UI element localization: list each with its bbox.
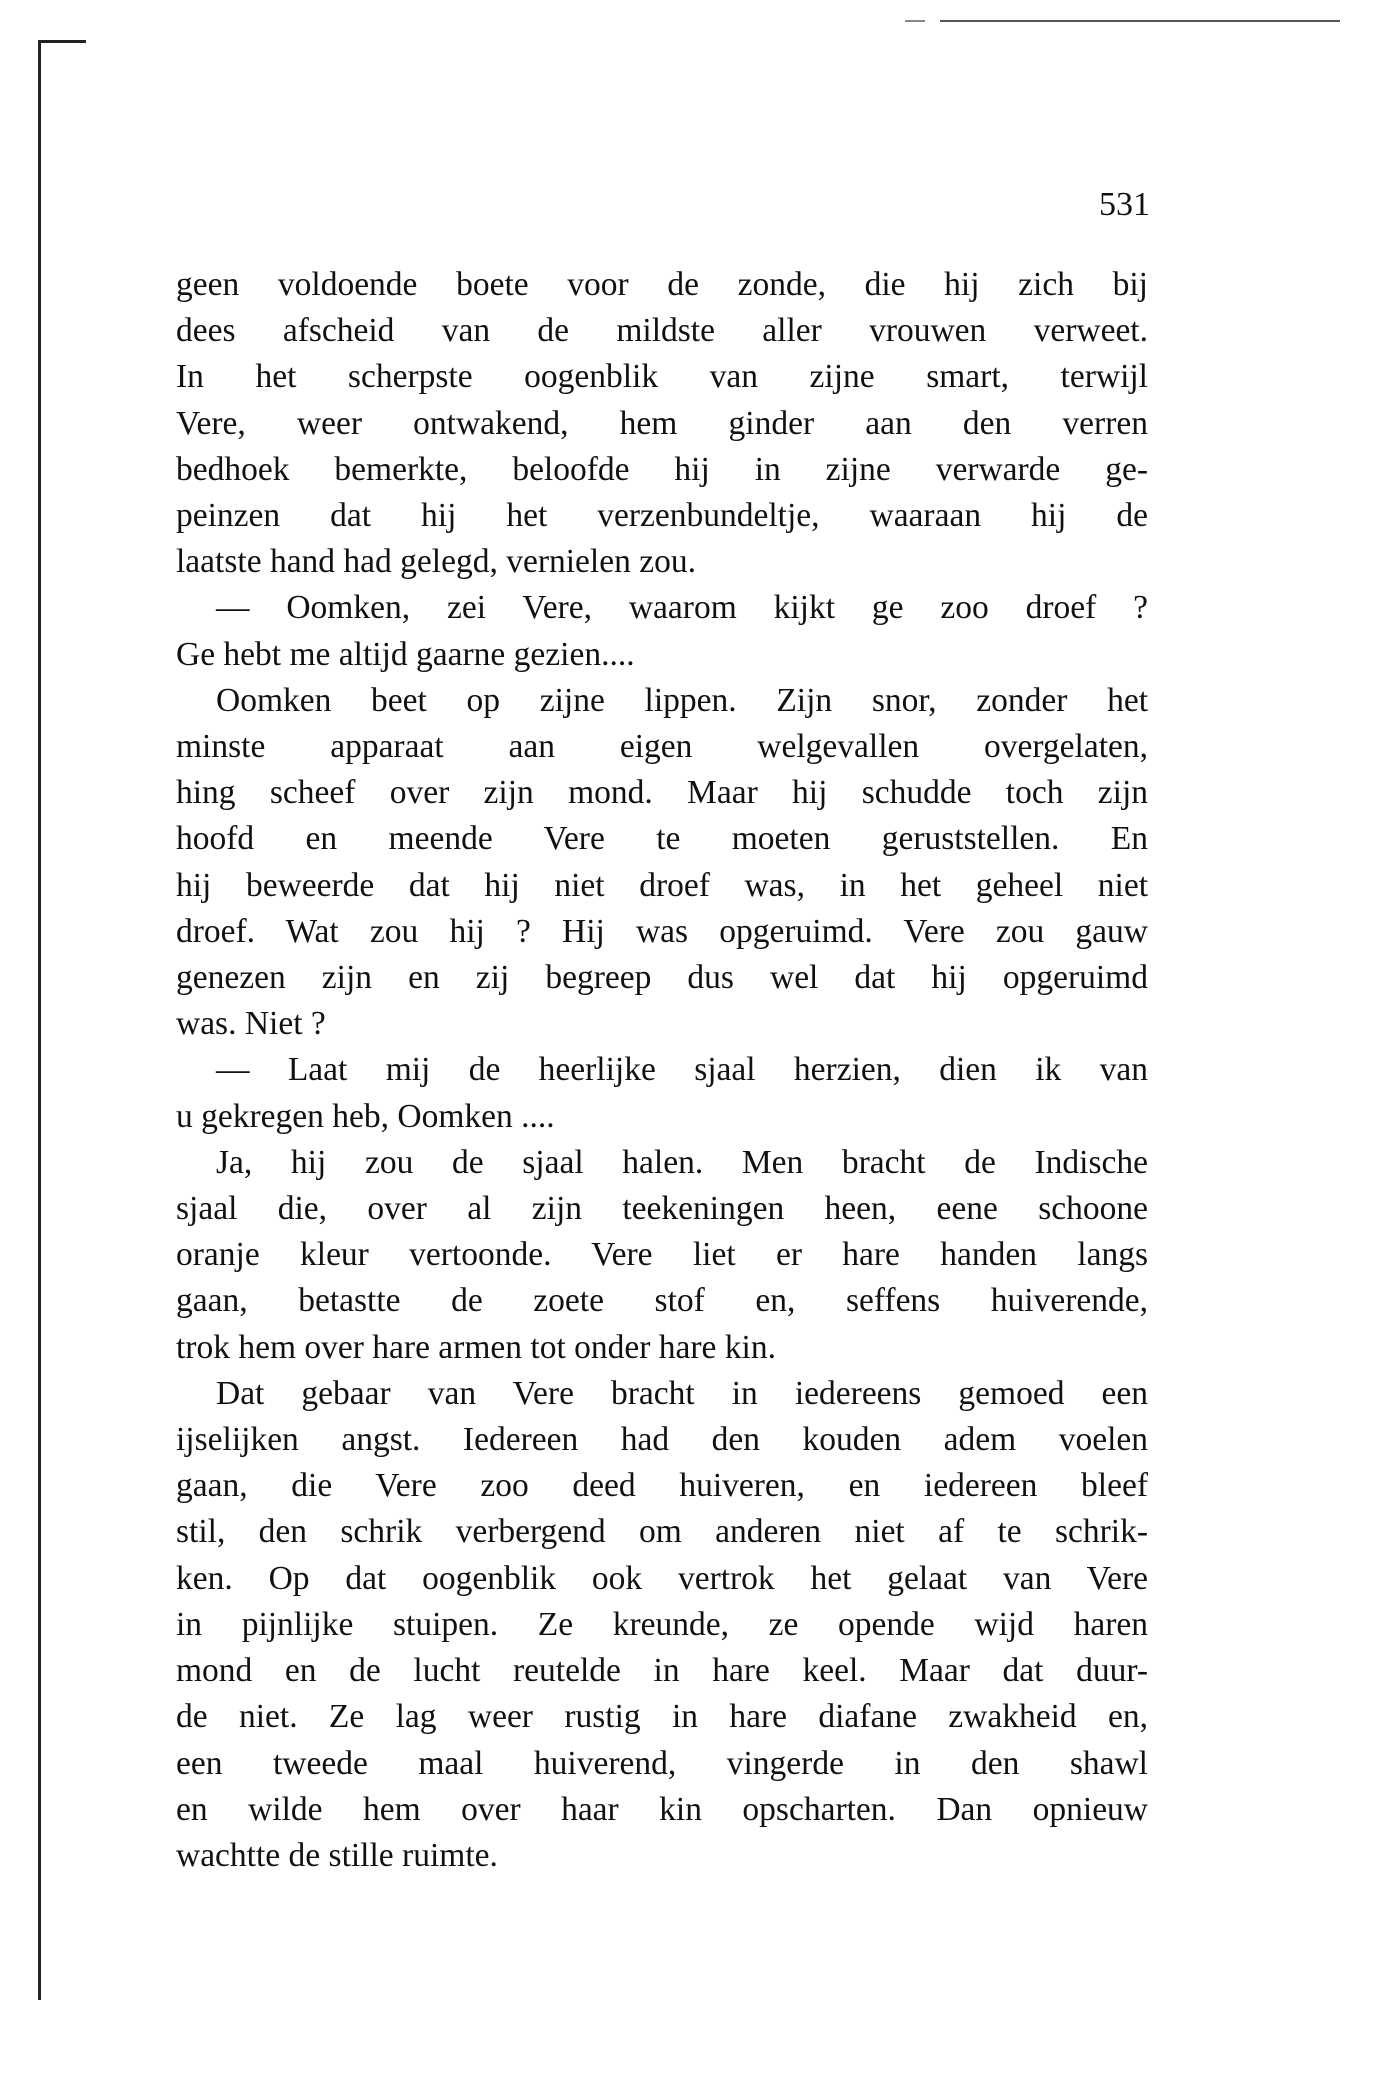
text-line: Oomken beet op zijne lippen. Zijn snor, zonder het (216, 681, 1148, 719)
text-line: ken. Op dat oogenblik ook vertrok het gelaat van Vere (176, 1559, 1148, 1597)
text-line: hoofd en meende Vere te moeten geruststellen. En (176, 820, 1148, 858)
paragraph (176, 1371, 1148, 1879)
text-line: — Laat mij de heerlijke sjaal herzien, dien ik van (216, 1051, 1148, 1089)
paragraph (176, 1140, 1148, 1371)
text-line: ijselijken angst. Iedereen had den kouden adem voelen (176, 1421, 1148, 1459)
text-line: minste apparaat aan eigen welgevallen overgelaten, (176, 728, 1148, 766)
text-line: hij beweerde dat hij niet droef was, in het geheel niet (176, 866, 1148, 904)
text-line: stil, den schrik verbergend om anderen niet af te schrik- (176, 1513, 1148, 1551)
paragraph (176, 262, 1148, 585)
scan-edge-line (38, 40, 41, 2000)
paragraph (176, 585, 1148, 677)
paragraph (176, 678, 1148, 1048)
text-line: Dat gebaar van Vere bracht in iedereens gemoed een (216, 1374, 1148, 1412)
text-line: gaan, betastte de zoete stof en, seffens huiverende, (176, 1282, 1148, 1320)
text-line: Ge hebt me altijd gaarne gezien.... (176, 635, 635, 673)
text-line: mond en de lucht reutelde in hare keel. Maar dat duur- (176, 1652, 1148, 1690)
page-number: 531 (1099, 186, 1150, 223)
text-line: Ja, hij zou de sjaal halen. Men bracht de Indische (216, 1143, 1148, 1181)
paragraph (176, 1047, 1148, 1139)
text-line: In het scherpste oogenblik van zijne smart, terwijl (176, 358, 1148, 396)
text-line: bedhoek bemerkte, beloofde hij in zijne verwarde ge- (176, 450, 1148, 488)
text-line: in pijnlijke stuipen. Ze kreunde, ze opende wijd haren (176, 1605, 1148, 1643)
scan-corner-mark (38, 40, 86, 43)
text-line: hing scheef over zijn mond. Maar hij schudde toch zijn (176, 774, 1148, 812)
text-line: droef. Wat zou hij ? Hij was opgeruimd. Vere zou gauw (176, 912, 1148, 950)
text-line: u gekregen heb, Oomken .... (176, 1097, 555, 1135)
body-text (176, 262, 1148, 1879)
text-line: Vere, weer ontwakend, hem ginder aan den verren (176, 404, 1148, 442)
text-line: wachtte de stille ruimte. (176, 1836, 498, 1874)
text-line: genezen zijn en zij begreep dus wel dat hij opgeruimd (176, 959, 1148, 997)
text-line: en wilde hem over haar kin opscharten. Dan opnieuw (176, 1790, 1148, 1828)
text-line: trok hem over hare armen tot onder hare kin. (176, 1328, 776, 1366)
text-line: een tweede maal huiverend, vingerde in den shawl (176, 1744, 1148, 1782)
scan-top-line (940, 20, 1340, 22)
text-line: — Oomken, zei Vere, waarom kijkt ge zoo droef ? (216, 589, 1148, 627)
text-line: sjaal die, over al zijn teekeningen heen, eene schoone (176, 1190, 1148, 1228)
text-line: peinzen dat hij het verzenbundeltje, waaraan hij de (176, 497, 1148, 535)
text-line: was. Niet ? (176, 1005, 326, 1043)
scan-top-mark (905, 20, 925, 22)
text-line: dees afscheid van de mildste aller vrouwen verweet. (176, 312, 1148, 350)
text-line: oranje kleur vertoonde. Vere liet er hare handen langs (176, 1236, 1148, 1274)
text-line: gaan, die Vere zoo deed huiveren, en iedereen bleef (176, 1467, 1148, 1505)
text-line: de niet. Ze lag weer rustig in hare diafane zwakheid en, (176, 1698, 1148, 1736)
text-line: geen voldoende boete voor de zonde, die hij zich bij (176, 266, 1148, 303)
text-line: laatste hand had gelegd, vernielen zou. (176, 543, 696, 581)
